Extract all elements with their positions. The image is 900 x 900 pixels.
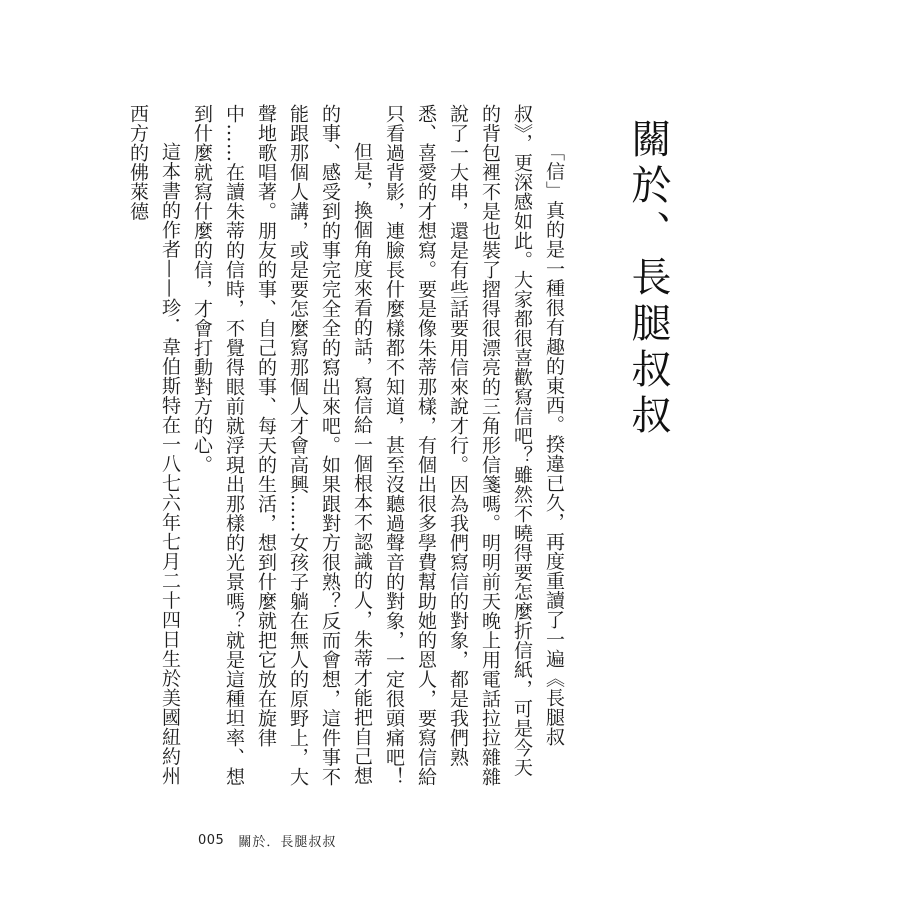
body-text <box>127 104 570 794</box>
chapter-title: 關於、長腿叔叔 <box>625 118 671 440</box>
page-number: 005 <box>198 832 225 848</box>
paragraph: 「信」真的是一種很有趣的東西。揆違已久，再度重讀了一遍《長腿叔叔》，更深感如此。大家都很喜歡寫信吧？雖然不曉得要怎麼折信紙，可是今天的背包裡不是也裝了摺得很漂亮的三角形信箋嗎。明明前天晚上用電話拉拉雜雜說了一大串，還是有些話要用信來說才行。因為我們寫信的對象，都是我們熟悉、喜愛的才想寫。要是像朱蒂那樣，有個出很多學費幫助她的恩人，要寫信給只看過背影，連臉長什麼樣都不知道，甚至沒聽過聲音的對象，一定很頭痛吧！ <box>383 104 565 787</box>
paragraph: 但是，換個角度來看的話，寫信給一個根本不認識的人，朱蒂才能把自己想的事、感受到的事完完全全的寫出來吧。如果跟對方很熟？反而會想，這件事不能跟那個人講，或是要怎麼寫那個人才會高興……女孩子躺在無人的原野上，大聲地歌唱著。朋友的事、自己的事、每天的生活，想到什麼就把它放在旋律中……在讀朱蒂的信時，不覺得眼前就浮現出那樣的光景嗎？就是這種坦率、想到什麼就寫什麼的信，才會打動對方的心。 <box>191 104 373 787</box>
paragraph: 這本書的作者——珍．韋伯斯特在一八七六年七月二十四日生於美國紐約州西方的佛萊德 <box>127 104 181 786</box>
page-footer <box>198 830 336 850</box>
running-head: 關於．長腿叔叔 <box>238 834 337 850</box>
